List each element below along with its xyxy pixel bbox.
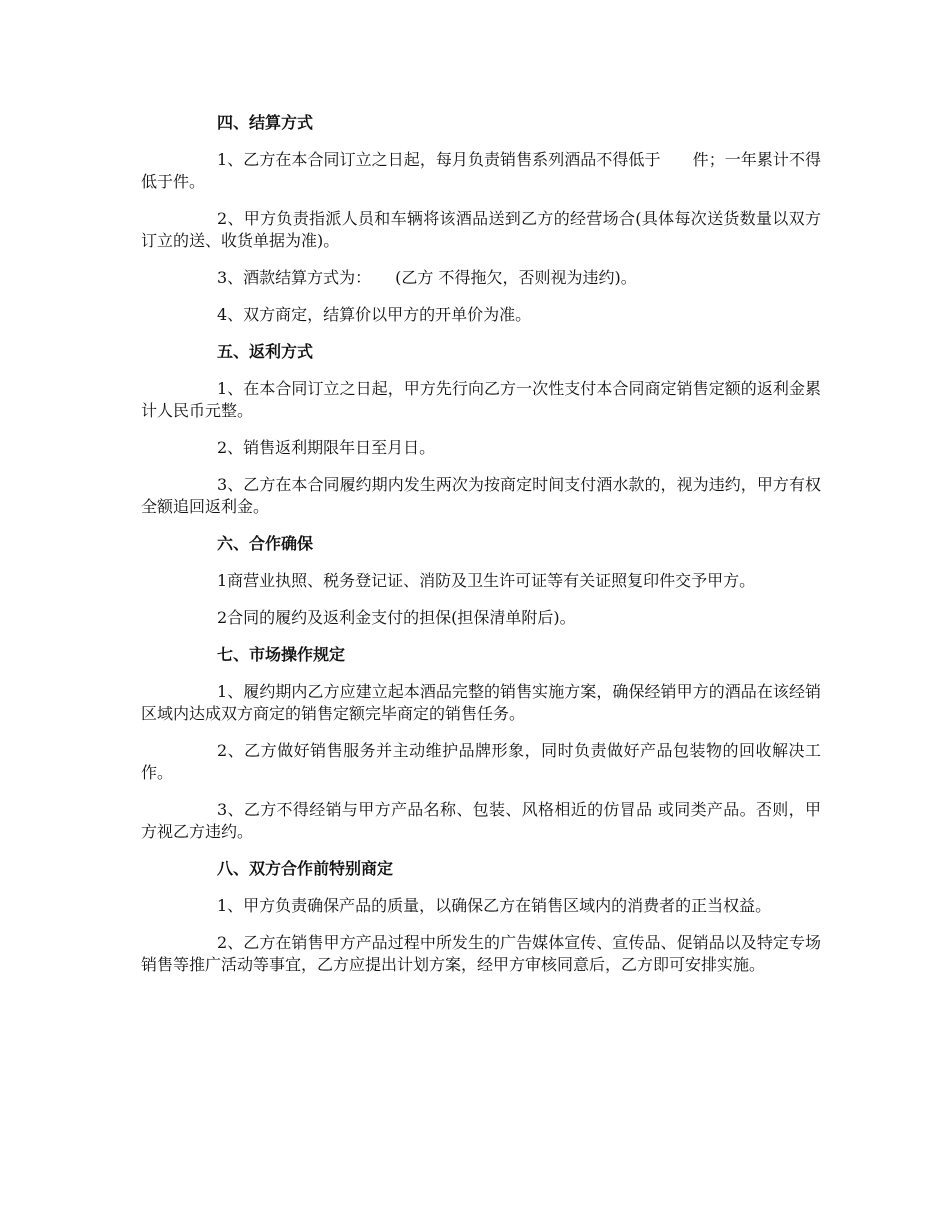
paragraph: 1商营业执照、税务登记证、消防及卫生许可证等有关证照复印件交予甲方。 (217, 571, 756, 590)
section-rebate (141, 341, 821, 518)
section-settlement (141, 112, 821, 326)
paragraph: 2合同的履约及返利金支付的担保(担保清单附后)。 (217, 608, 576, 627)
document-body (141, 112, 821, 991)
paragraph: 2、乙方在销售甲方产品过程中所发生的广告媒体宣传、宣传品、促销品以及特定专场销售等推广活动等事宜，乙方应提出计划方案，经甲方审核同意后，乙方即可安排实施。 (141, 933, 821, 974)
paragraph: 3、乙方不得经销与甲方产品名称、包装、风格相近的仿冒品 或同类产品。否则，甲方视乙方违约。 (141, 800, 821, 841)
paragraph: 3、乙方在本合同履约期内发生两次为按商定时间支付酒水款的，视为违约，甲方有权全额追回返利金。 (141, 475, 821, 516)
section-heading: 五、返利方式 (217, 342, 314, 361)
paragraph: 1、乙方在本合同订立之日起，每月负责销售系列酒品不得低于 件；一年累计不得低于件。 (141, 150, 821, 191)
paragraph: 1、甲方负责确保产品的质量，以确保乙方在销售区域内的消费者的正当权益。 (217, 896, 772, 915)
paragraph: 1、在本合同订立之日起，甲方先行向乙方一次性支付本合同商定销售定额的返利金累计人民币元整。 (141, 379, 821, 420)
paragraph: 2、销售返利期限年日至月日。 (217, 438, 436, 457)
section-guarantee (141, 533, 821, 629)
paragraph: 4、双方商定，结算价以甲方的开单价为准。 (217, 305, 532, 324)
section-heading: 六、合作确保 (217, 534, 314, 553)
paragraph: 1、履约期内乙方应建立起本酒品完整的销售实施方案，确保经销甲方的酒品在该经销区域内达成双方商定的销售定额完毕商定的销售任务。 (141, 682, 821, 723)
paragraph: 2、乙方做好销售服务并主动维护品牌形象，同时负责做好产品包装物的回收解决工作。 (141, 741, 821, 782)
section-heading: 七、市场操作规定 (217, 645, 346, 664)
section-market-rules (141, 644, 821, 843)
paragraph: 2、甲方负责指派人员和车辆将该酒品送到乙方的经营场合(具体每次送货数量以双方订立的送、收货单据为准)。 (141, 209, 821, 250)
section-special-agreement (141, 858, 821, 976)
paragraph: 3、酒款结算方式为： (乙方 不得拖欠，否则视为违约)。 (217, 268, 637, 287)
section-heading: 四、结算方式 (217, 113, 314, 132)
section-heading: 八、双方合作前特别商定 (217, 859, 394, 878)
